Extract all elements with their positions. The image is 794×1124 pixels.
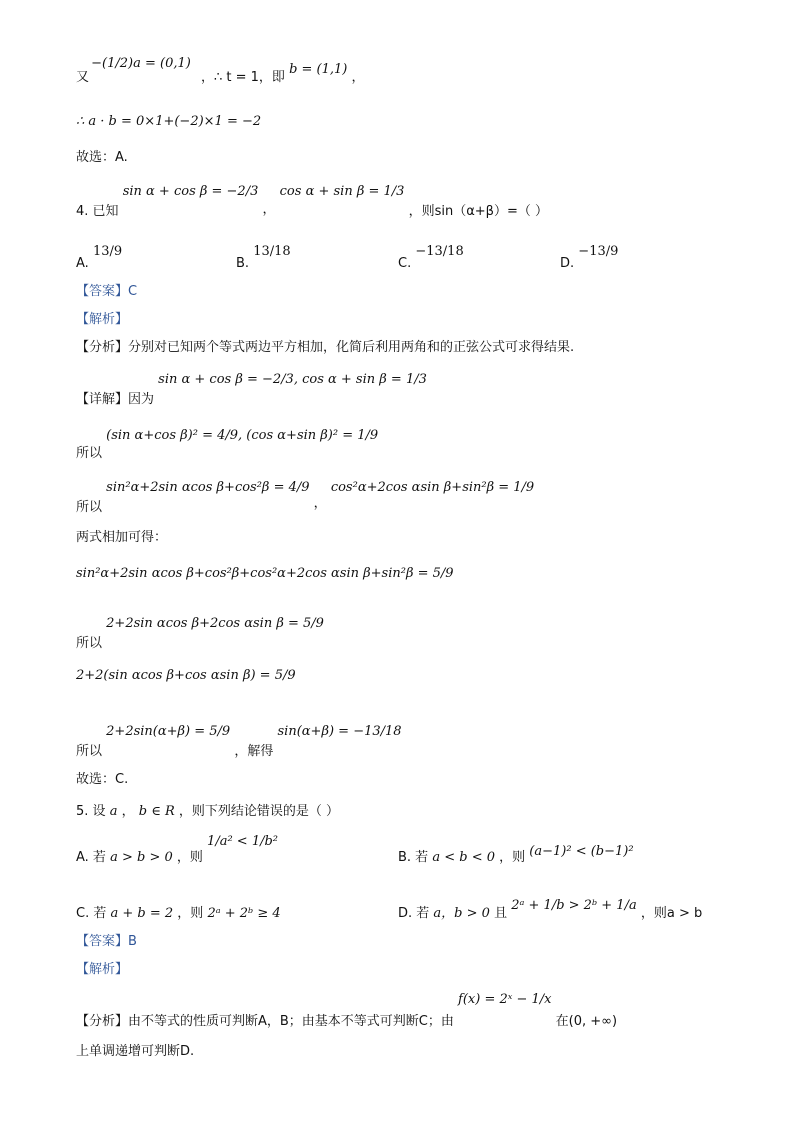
q4-option-d-label: D. <box>560 256 575 271</box>
q4-option-c-value: −13/18 <box>415 244 464 259</box>
q5-option-c-result: 2ᵃ + 2ᵇ ≥ 4 <box>207 906 281 921</box>
q5-option-a-result: 1/a² < 1/b² <box>207 834 279 849</box>
q4-option-a <box>76 244 123 271</box>
q4-option-d <box>560 244 619 271</box>
q4-choice: 故选：C. <box>76 772 129 787</box>
q5-a: a <box>109 804 118 819</box>
q5-option-b-result: (a−1)² < (b−1)² <box>529 844 634 859</box>
q5-option-a-cond: a > b > 0 <box>110 850 173 865</box>
q4-so5-prefix: 所以 <box>76 744 103 759</box>
q5-answer: 【答案】B <box>76 934 137 949</box>
q4-option-c-label: C. <box>398 256 412 271</box>
q4-so3-eq: 2+2sin αcos β+2cos αsin β = 5/9 <box>106 616 324 631</box>
q4-so2-sep: ， <box>313 496 327 511</box>
q3-eq2: b = (1,1) <box>289 62 348 77</box>
q4-solve-word: ，解得 <box>234 744 274 759</box>
q5-fenxi-interval: 在(0, +∞) <box>555 1014 618 1029</box>
q4-detail-eq: sin α + cos β = −2/3, cos α + sin β = 1/3 <box>158 372 427 387</box>
q5-option-d-cond: a，b > 0 <box>433 906 490 921</box>
q4-fenxi: 【分析】分别对已知两个等式两边平方相加，化简后利用两角和的正弦公式可求得结果. <box>76 340 575 355</box>
q4-number: 4. 已知 <box>76 204 119 219</box>
q4-option-b-label: B. <box>236 256 250 271</box>
q4-sep1: ， <box>262 202 276 217</box>
q5-comma: ， <box>121 804 135 819</box>
q4-eq2: cos α + sin β = 1/3 <box>279 184 405 199</box>
q5-option-c-label: C. 若 <box>76 906 107 921</box>
q5-option-c-cond: a + b = 2 <box>110 906 174 921</box>
q5-option-c <box>76 906 281 922</box>
q4-sum-text: 两式相加可得： <box>76 530 168 545</box>
q4-so1 <box>76 428 379 461</box>
q5-option-a-label: A. 若 <box>76 850 106 865</box>
q5-option-d-result: 2ᵃ + 1/b > 2ᵇ + 1/a <box>511 898 637 913</box>
q5-number: 5. 设 <box>76 804 106 819</box>
q4-analysis-title: 【解析】 <box>76 312 129 327</box>
q3-sep: ，∴ t = 1，即 <box>200 70 285 85</box>
q5-option-b-label: B. 若 <box>398 850 429 865</box>
q4-so3-prefix: 所以 <box>76 636 103 651</box>
q5-option-d <box>398 898 703 922</box>
q5-option-a-then: ，则 <box>176 850 203 865</box>
q5-option-d-tail: ，则a > b <box>640 906 703 921</box>
q4-sum-eq: sin²α+2sin αcos β+cos²β+cos²α+2cos αsin β+sin²β = 5/9 <box>76 566 454 581</box>
q3-choice: 故选：A. <box>76 150 128 165</box>
q4-option-b <box>236 244 291 271</box>
q5-fenxi-prefix: 【分析】由不等式的性质可判断A，B；由基本不等式可判断C；由 <box>76 1014 454 1029</box>
q4-answer: 【答案】C <box>76 284 138 299</box>
q3-end: ， <box>351 70 365 85</box>
q5-analysis-title: 【解析】 <box>76 962 129 977</box>
q4-stem <box>76 184 548 219</box>
q4-option-a-label: A. <box>76 256 89 271</box>
q4-so5-result: sin(α+β) = −13/18 <box>277 724 402 739</box>
q3-eq1: −(1/2)a = (0,1) <box>91 56 191 71</box>
q4-so2 <box>76 480 535 515</box>
q4-so3 <box>76 616 324 651</box>
q4-so1-eq: (sin α+cos β)² = 4/9, (cos α+sin β)² = 1/9 <box>106 428 379 443</box>
q5-stem-suffix: ，则下列结论错误的是（ ） <box>178 804 340 819</box>
q4-option-a-value: 13/9 <box>92 244 123 259</box>
q4-so1-prefix: 所以 <box>76 446 103 461</box>
q5-option-c-then: ，则 <box>177 906 204 921</box>
q4-so5 <box>76 724 402 759</box>
q4-step4: 2+2(sin αcos β+cos αsin β) = 5/9 <box>76 668 296 683</box>
q3-line1 <box>76 56 365 85</box>
q5-option-d-label: D. 若 <box>398 906 430 921</box>
q4-so2-eq1: sin²α+2sin αcos β+cos²β = 4/9 <box>106 480 310 495</box>
q4-eq1: sin α + cos β = −2/3 <box>122 184 259 199</box>
q4-detail <box>76 372 427 407</box>
q4-option-c <box>398 244 464 271</box>
q5-option-b-cond: a < b < 0 <box>432 850 495 865</box>
q4-so2-prefix: 所以 <box>76 500 103 515</box>
q5-fenxi <box>76 992 618 1029</box>
q5-fenxi-func: f(x) = 2ˣ − 1/x <box>458 992 552 1007</box>
q4-so2-eq2: cos²α+2cos αsin β+sin²β = 1/9 <box>330 480 535 495</box>
q5-stem <box>76 804 339 820</box>
q5-fenxi-line2: 上单调递增可判断D. <box>76 1044 195 1059</box>
q3-you: 又 <box>76 70 90 85</box>
q4-so5-eq: 2+2sin(α+β) = 5/9 <box>106 724 231 739</box>
q5-option-d-then: 且 <box>494 906 508 921</box>
q5-b: b ∈ R <box>138 804 175 819</box>
q5-option-b <box>398 844 634 866</box>
q5-option-b-then: ，则 <box>499 850 526 865</box>
q4-option-d-value: −13/9 <box>578 244 619 259</box>
q4-stem-suffix: ，则sin（α+β）=（ ） <box>408 204 548 219</box>
q3-line2: ∴ a · b = 0×1+(−2)×1 = −2 <box>76 114 262 129</box>
q4-option-b-value: 13/18 <box>253 244 291 259</box>
q5-option-a <box>76 834 279 866</box>
q4-detail-prefix: 【详解】因为 <box>76 392 155 407</box>
